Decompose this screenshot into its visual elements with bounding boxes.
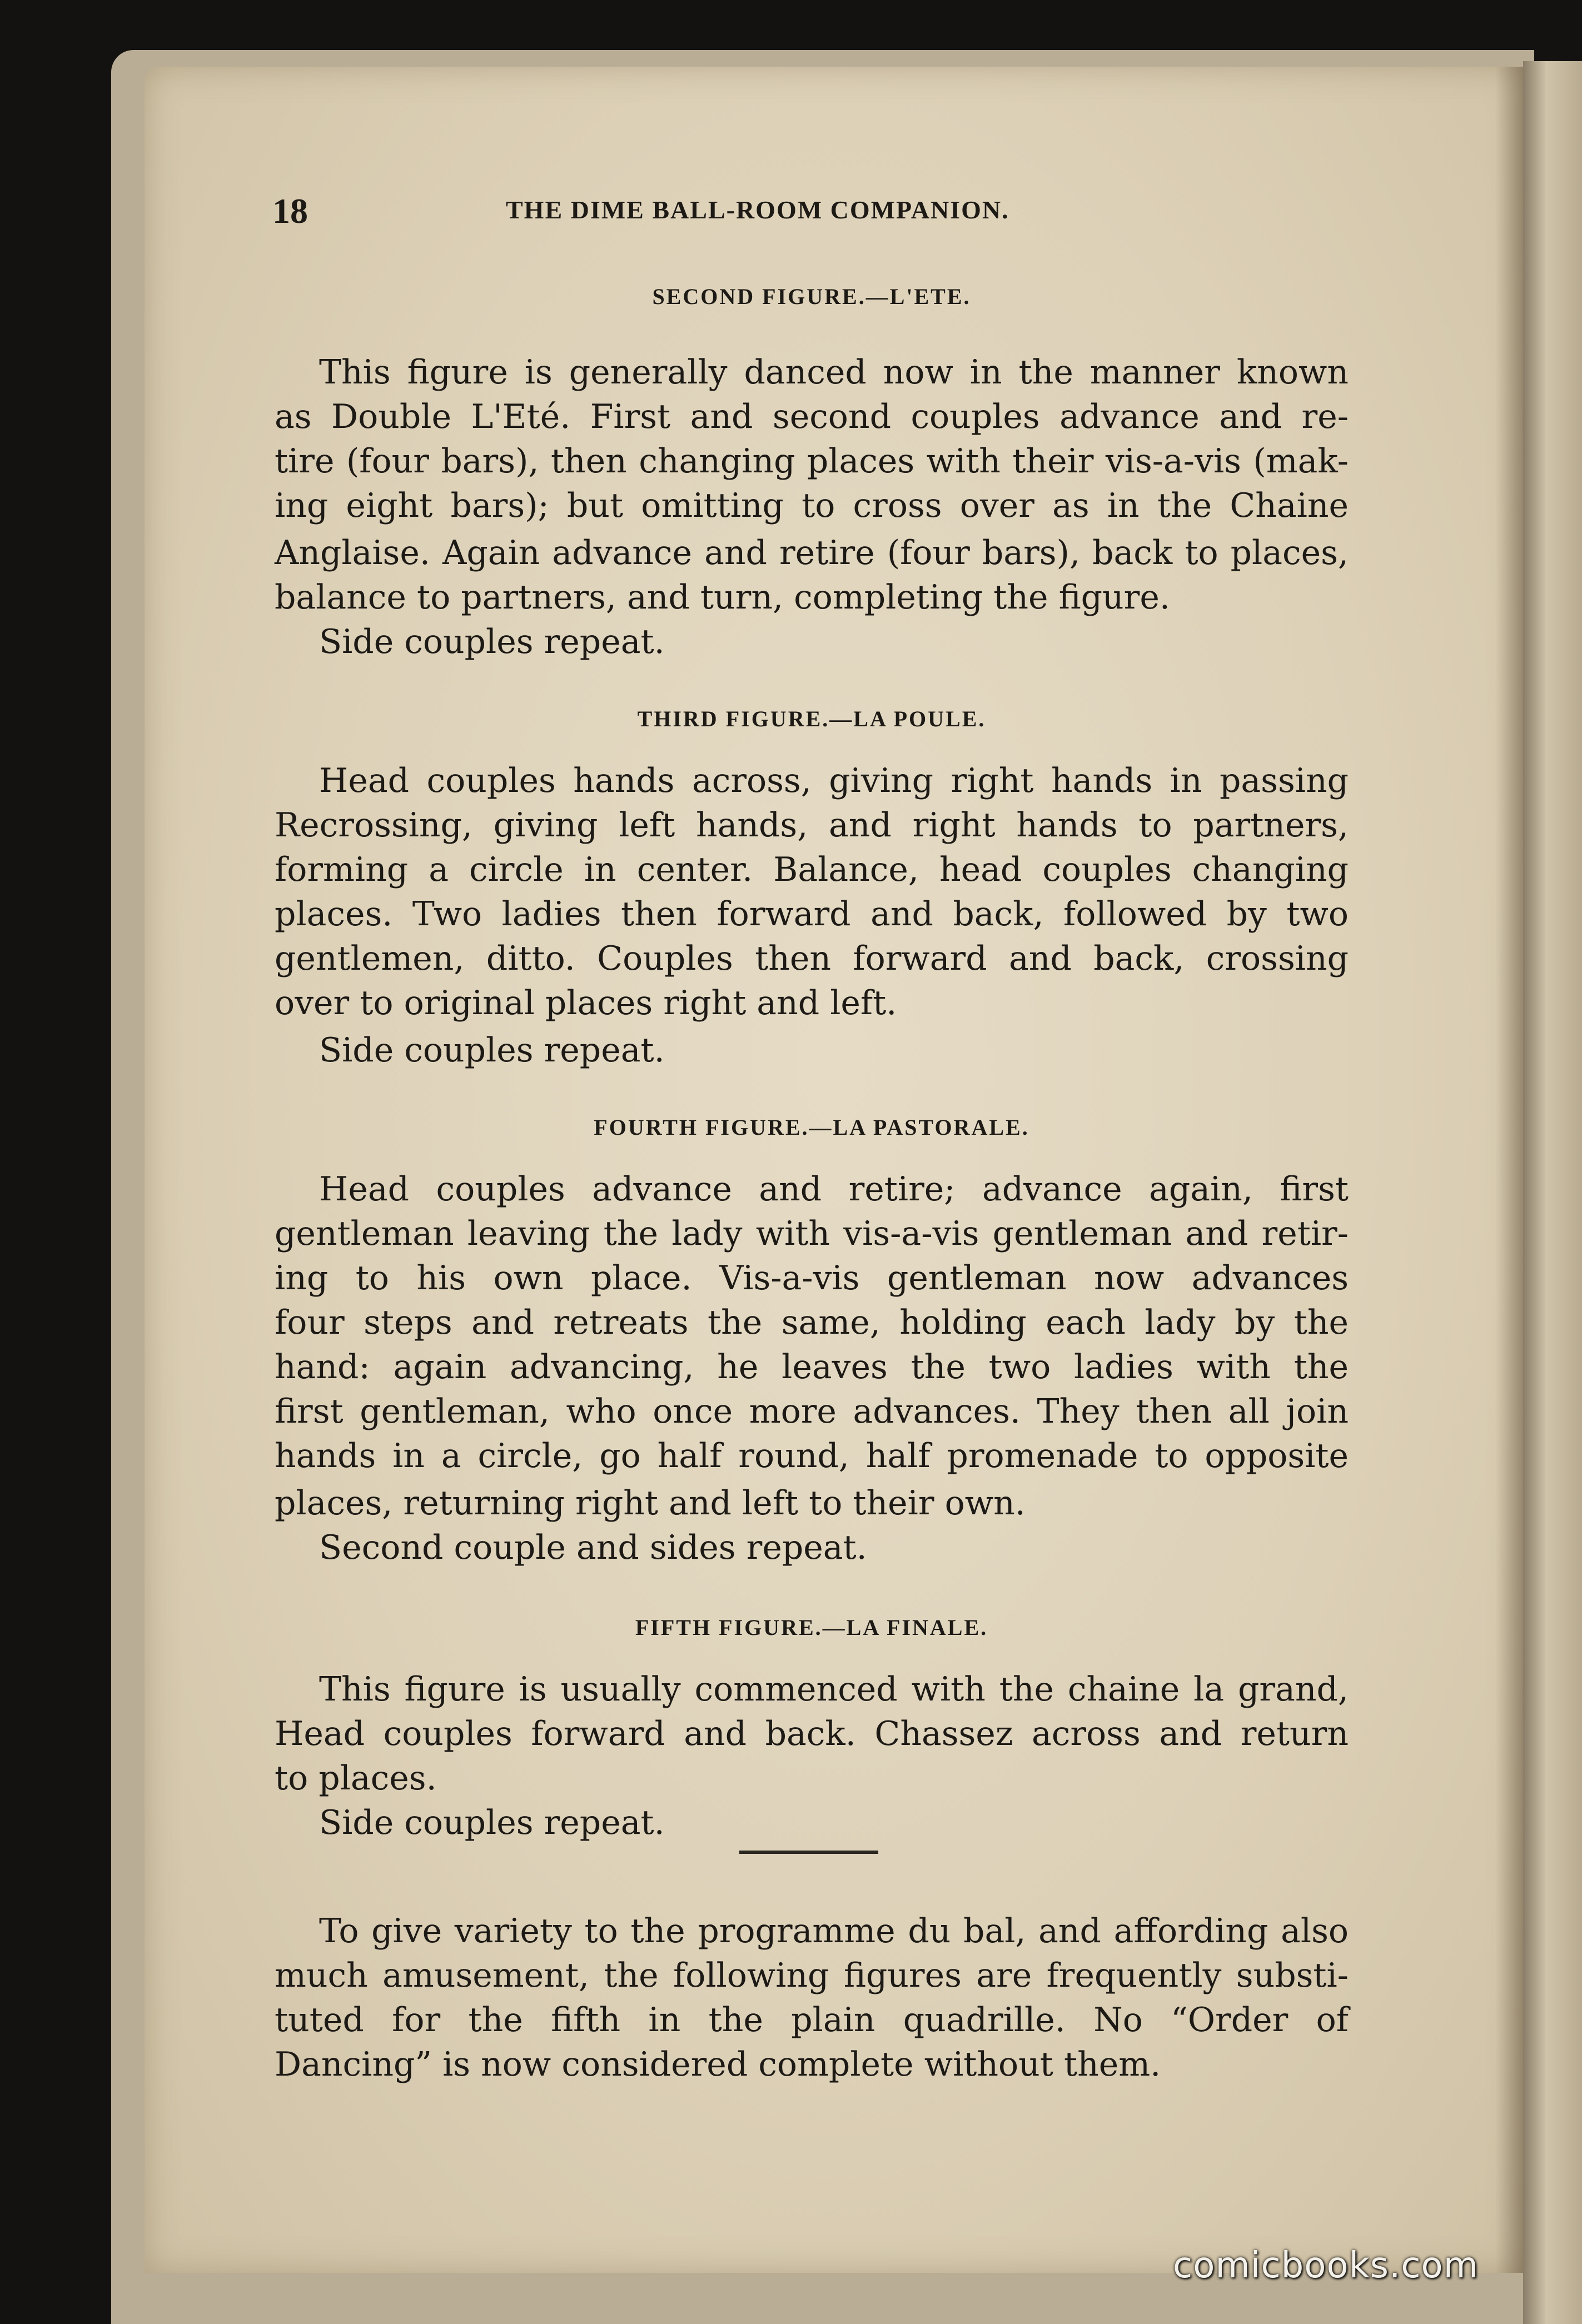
running-head [272, 191, 1356, 235]
text-line: as Double L'Eté. First and second couples advance and re- [275, 397, 1349, 436]
text-line: Anglaise. Again advance and retire (four bars), back to places, [275, 533, 1349, 572]
text-line: ing eight bars); but omitting to cross over as in the Chaine [275, 486, 1349, 525]
text-line: Side couples repeat. [319, 1031, 665, 1070]
text-line: ing to his own place. Vis-a-vis gentleman now advances [275, 1259, 1349, 1298]
text-line: Side couples repeat. [319, 1803, 665, 1842]
section-heading-second-figure: SECOND FIGURE.—L'ETE. [652, 284, 971, 309]
page-number: 18 [272, 191, 308, 231]
text-line: tuted for the fifth in the plain quadrille. No “Order of [275, 2001, 1349, 2039]
text-line: hand: again advancing, he leaves the two ladies with the [275, 1348, 1349, 1387]
text-line: gentleman leaving the lady with vis-a-vis gentleman and retir- [275, 1214, 1349, 1253]
gutter-shadow [1495, 67, 1523, 2273]
text-line: to places. [275, 1759, 437, 1798]
section-heading-fourth-figure: FOURTH FIGURE.—LA PASTORALE. [594, 1115, 1029, 1140]
book-title: THE DIME BALL-ROOM COMPANION. [506, 196, 1009, 224]
text-line: first gentleman, who once more advances. They then all join [275, 1392, 1349, 1431]
text-line: over to original places right and left. [275, 984, 897, 1023]
text-line: places. Two ladies then forward and back, followed by two [275, 895, 1349, 934]
text-line: To give variety to the programme du bal, and affording also [319, 1912, 1349, 1951]
text-line: much amusement, the following figures are frequently substi- [275, 1956, 1349, 1995]
separator-rule [739, 1851, 878, 1854]
text-line: Head couples advance and retire; advance again, first [319, 1170, 1349, 1209]
text-line: tire (four bars), then changing places with their vis-a-vis (mak- [275, 442, 1349, 481]
facing-page-edge [1523, 61, 1582, 2324]
text-line: Recrossing, giving left hands, and right hands to partners, [275, 806, 1349, 845]
text-line: gentlemen, ditto. Couples then forward and back, crossing [275, 939, 1349, 978]
text-line: places, returning right and left to their own. [275, 1484, 1026, 1523]
site-watermark: comicbooks.com [1173, 2245, 1479, 2286]
text-line: Side couples repeat. [319, 622, 665, 661]
text-line: Second couple and sides repeat. [319, 1528, 867, 1567]
text-line: Head couples hands across, giving right hands in passing [319, 761, 1349, 800]
text-line: Head couples forward and back. Chassez across and return [275, 1714, 1349, 1753]
text-line: This figure is usually commenced with the chaine la grand, [319, 1670, 1349, 1709]
text-line: This figure is generally danced now in the manner known [319, 353, 1349, 392]
text-line: four steps and retreats the same, holding each lady by the [275, 1303, 1349, 1342]
text-line: hands in a circle, go half round, half promenade to opposite [275, 1437, 1349, 1475]
text-line: forming a circle in center. Balance, head couples changing [275, 850, 1349, 889]
section-heading-third-figure: THIRD FIGURE.—LA POULE. [637, 706, 986, 731]
text-line: balance to partners, and turn, completing the figure. [275, 578, 1170, 617]
text-line: Dancing” is now considered complete without them. [275, 2045, 1161, 2084]
section-heading-fifth-figure: FIFTH FIGURE.—LA FINALE. [635, 1615, 988, 1640]
